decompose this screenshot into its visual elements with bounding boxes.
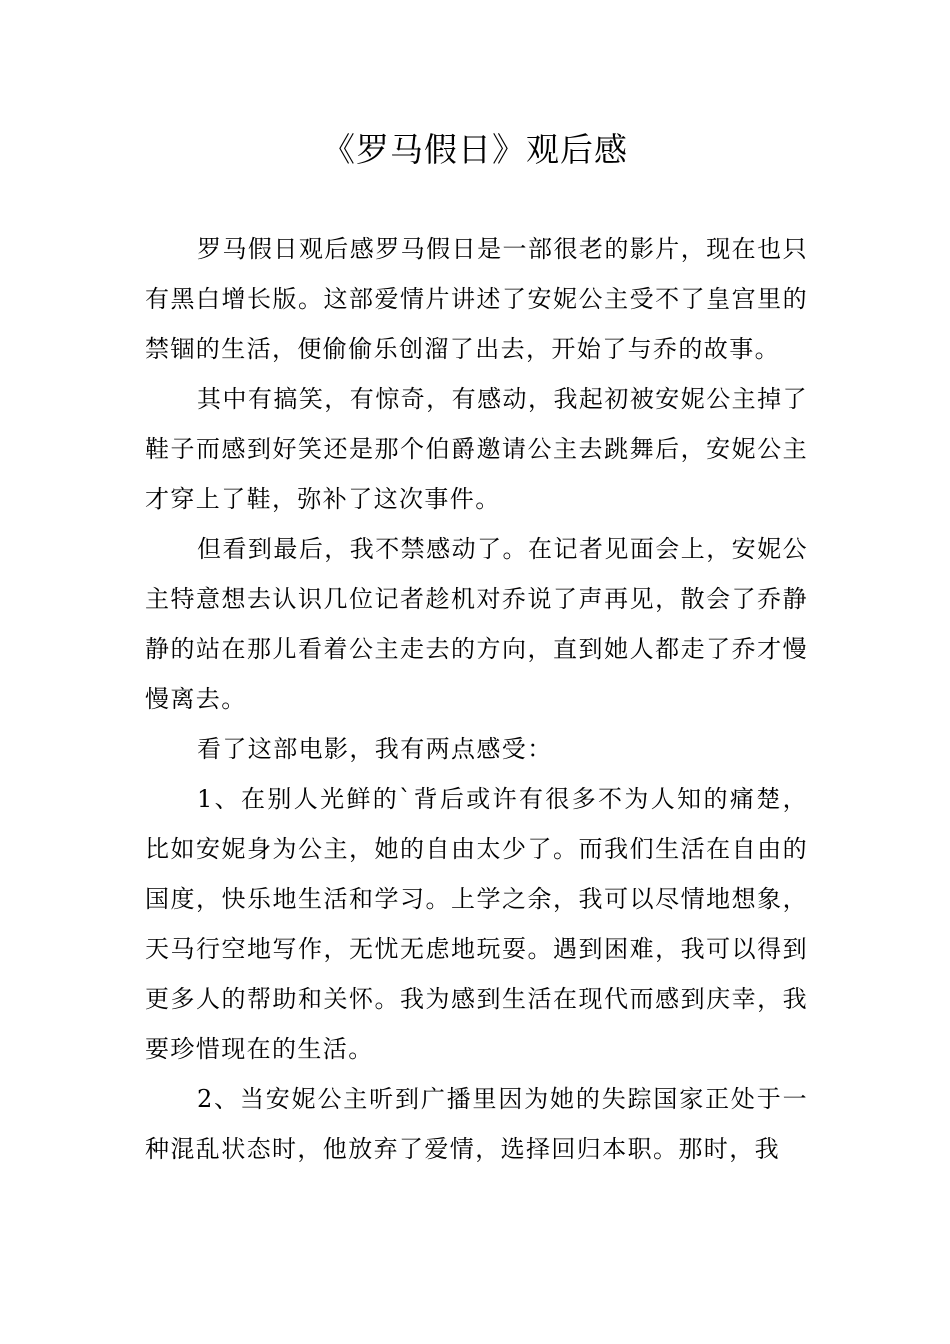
paragraph-4: 看了这部电影，我有两点感受： <box>197 735 553 763</box>
paragraph-2: 其中有搞笑，有惊奇，有感动，我起初被安妮公主掉了鞋子而感到好笑还是那个伯爵邀请公主去跳舞后，安妮公主才穿上了鞋，弥补了这次事件。 <box>145 385 808 513</box>
document-title: 《罗马假日》观后感 <box>322 130 628 169</box>
paragraph-1: 罗马假日观后感罗马假日是一部很老的影片，现在也只有黑白增长版。这部爱情片讲述了安妮公主受不了皇宫里的禁锢的生活，便偷偷乐创溜了出去，开始了与乔的故事。 <box>145 235 808 363</box>
paragraph-3: 但看到最后，我不禁感动了。在记者见面会上，安妮公主特意想去认识几位记者趁机对乔说了声再见，散会了乔静静的站在那儿看着公主走去的方向，直到她人都走了乔才慢慢离去。 <box>145 535 808 713</box>
paragraph-6: 2、当安妮公主听到广播里因为她的失踪国家正处于一种混乱状态时，他放弃了爱情，选择回归本职。那时，我 <box>145 1085 808 1163</box>
paragraph-5: 1、在别人光鲜的`背后或许有很多不为人知的痛楚，比如安妮身为公主，她的自由太少了。而我们生活在自由的国度，快乐地生活和学习。上学之余，我可以尽情地想象，天马行空地写作，无忧无虑地玩耍。遇到困难，我可以得到更多人的帮助和关怀。我为感到生活在现代而感到庆幸，我要珍惜现在的生活。 <box>145 785 808 1063</box>
document-body <box>145 224 808 1174</box>
